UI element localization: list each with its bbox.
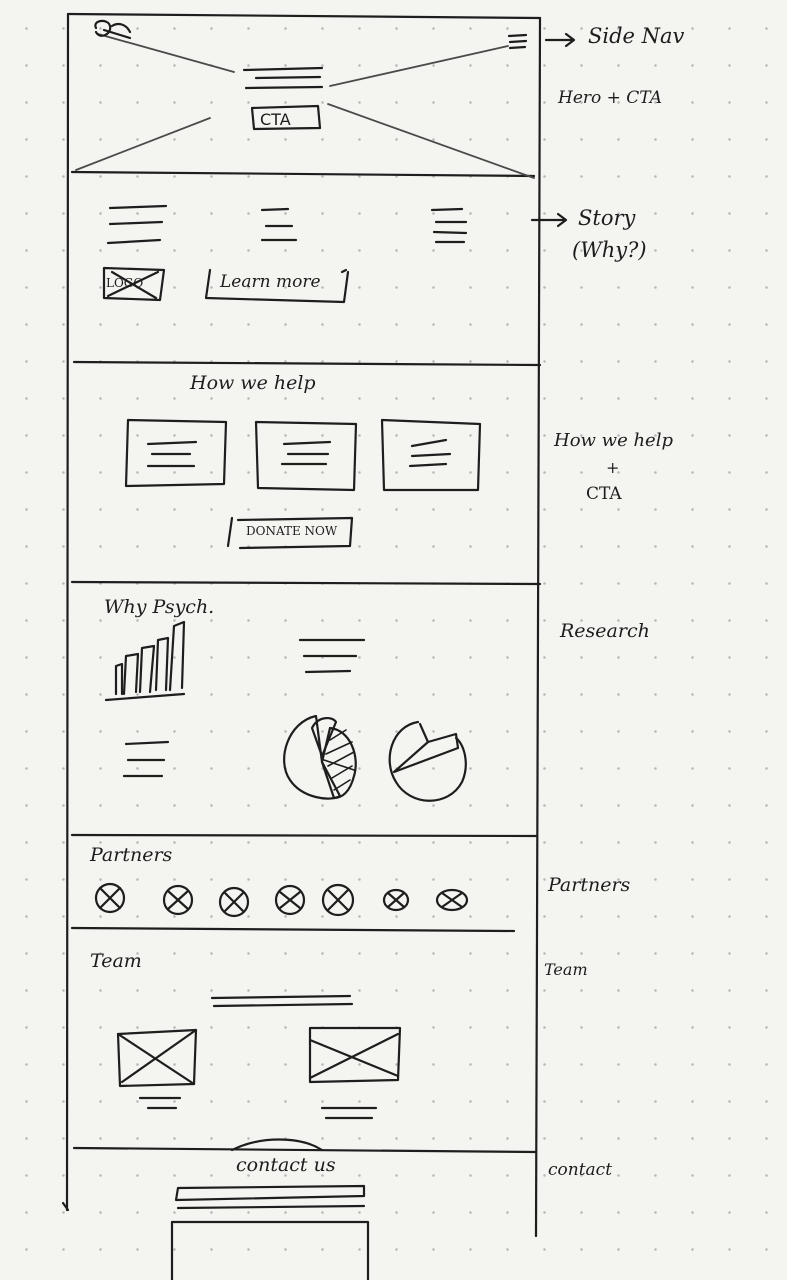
donate-now-label[interactable]: DONATE NOW [246,524,338,538]
research-text-lines [124,640,364,776]
crossed-circle-icon [220,888,248,916]
contact-title: contact us [236,1154,336,1176]
pie-chart-outline [390,722,466,801]
note-help-plus: + [606,458,620,477]
note-help-cta: CTA [586,484,622,504]
hamburger-menu-icon[interactable] [509,35,526,48]
note-side-nav: Side Nav [588,24,685,48]
annotation-arrows [532,34,574,226]
note-help: How we help [554,430,673,451]
learn-more-label[interactable]: Learn more [220,272,321,292]
crossed-circle-icon [276,886,304,914]
note-team: Team [544,960,588,979]
research-title: Why Psych. [104,596,215,618]
partner-logos [96,884,467,916]
help-cards [126,420,480,490]
bar-chart-sketch [106,622,184,700]
crossed-circle-icon [164,886,192,914]
note-contact: contact [548,1160,613,1180]
logo-scribble-icon [95,21,130,38]
team-title: Team [90,950,142,972]
note-partners: Partners [548,874,631,896]
team-headline-lines [212,996,352,1006]
contact-form-fields[interactable] [172,1186,368,1280]
story-text-lines [108,206,466,243]
note-story-why: (Why?) [572,238,647,262]
crossed-circle-icon [384,890,408,910]
note-hero-cta: Hero + CTA [558,88,662,108]
pie-chart-hatched [284,716,356,799]
partners-title: Partners [90,844,173,866]
team-photo-right [310,1028,400,1118]
page-frame [63,14,540,1236]
hero-cta-label[interactable]: CTA [260,110,291,129]
crossed-circle-icon [323,885,353,915]
crossed-circle-icon [437,890,467,910]
team-photo-left [118,1030,196,1108]
hero-headline-lines [244,68,322,88]
note-research: Research [560,620,650,642]
note-story: Story [578,206,636,230]
help-title: How we help [190,372,316,394]
crossed-circle-icon [96,884,124,912]
story-logo-label: LOGO [106,276,144,290]
